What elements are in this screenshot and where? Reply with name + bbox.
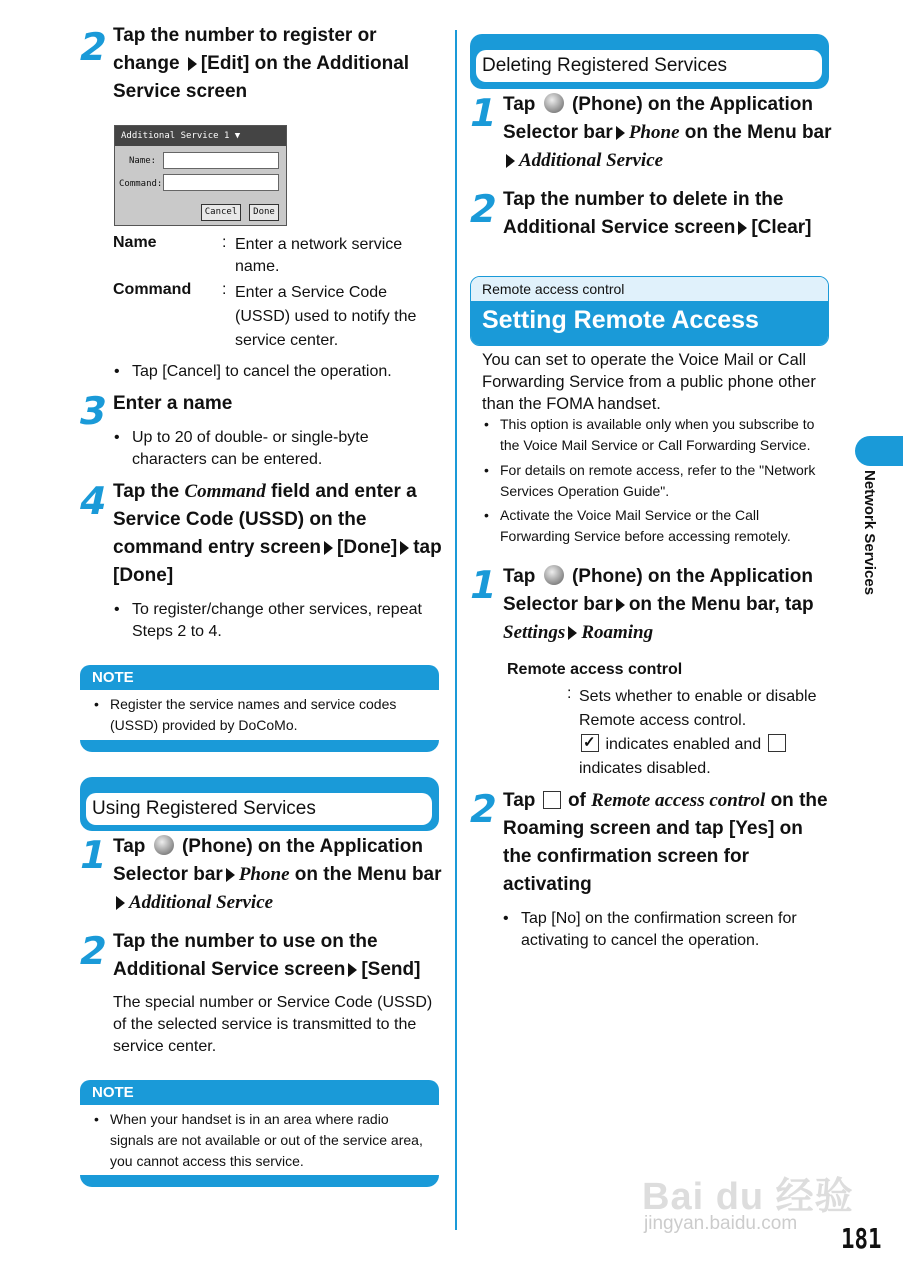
arrow-icon — [116, 896, 125, 910]
page-number: 181 — [841, 1222, 882, 1255]
checked-checkbox-icon: ✓ — [581, 734, 599, 752]
arrow-icon — [324, 541, 333, 555]
section-title: Deleting Registered Services — [482, 55, 728, 76]
cancel-button: Cancel — [201, 204, 241, 221]
def-term: Name — [113, 234, 157, 251]
name-field — [163, 152, 279, 169]
step-number: 2 — [465, 787, 502, 831]
watermark-logo: Bai du 经验 — [642, 1176, 854, 1218]
arrow-icon — [400, 541, 409, 555]
step-text: Tap the number to use on the Additional Service screen [Send] — [113, 931, 421, 980]
def-term: Command — [113, 281, 192, 298]
phone-icon — [544, 565, 564, 585]
arrow-icon — [568, 626, 577, 640]
def-desc: Enter a Service Code (USSD) used to notify the service center. — [235, 284, 417, 349]
step-text: Tap (Phone) on the Application Selector bar Phone on the Menu barAdditional Service — [113, 836, 442, 913]
step-number: 1 — [75, 833, 112, 877]
screen-title-bar: Additional Service 1 ▼ — [115, 126, 286, 146]
step-text: Enter a name — [113, 393, 233, 414]
section-banner — [470, 276, 829, 346]
phone-icon — [544, 93, 564, 113]
note-body: • When your handset is in an area where radio signals are not available or out of the service area, you cannot access this service. — [80, 1105, 439, 1173]
unchecked-checkbox-icon — [768, 734, 786, 752]
note-body: • Register the service names and service codes (USSD) provided by DoCoMo. — [80, 690, 439, 738]
step-text: Tap the number to register or change [Edit] on the Additional Service screen — [113, 25, 410, 102]
def-sep: : — [222, 281, 227, 298]
column-divider — [455, 30, 457, 1230]
bullet-item: • To register/change other services, repeat Steps 2 to 4. — [132, 599, 442, 643]
side-tab-marker — [855, 436, 903, 466]
intro-text: You can set to operate the Voice Mail or Call Forwarding Service from a public phone other than the FOMA handset. — [482, 351, 816, 413]
command-label: Command: — [119, 179, 163, 189]
section-subtitle: Remote access control — [482, 281, 625, 297]
step-number: 1 — [465, 563, 502, 607]
def-sep: : — [222, 234, 227, 251]
arrow-icon — [616, 598, 625, 612]
command-field — [163, 174, 279, 191]
bullet-item: • Tap [Cancel] to cancel the operation. — [132, 361, 442, 383]
done-button: Done — [249, 204, 279, 221]
note-header: NOTE — [80, 1080, 439, 1105]
section-title: Setting Remote Access — [482, 306, 759, 334]
step-number: 2 — [75, 929, 112, 973]
section-title: Using Registered Services — [92, 798, 316, 819]
bullet-item: • For details on remote access, refer to the "Network Services Operation Guide". — [500, 460, 820, 502]
step-text: Tap of Remote access control on the Roaming screen and tap [Yes] on the confirmation screen for activating — [503, 790, 828, 895]
note-footer — [80, 1175, 439, 1187]
arrow-icon — [188, 57, 197, 71]
phone-icon — [154, 835, 174, 855]
arrow-icon — [738, 221, 747, 235]
def-sep: : — [567, 685, 572, 702]
step-text: Tap (Phone) on the Application Selector bar on the Menu bar, tap Settings Roaming — [503, 566, 814, 643]
bullet-item: • Tap [No] on the confirmation screen for activating to cancel the operation. — [521, 908, 831, 952]
def-term: Remote access control — [507, 661, 683, 678]
step-text: Tap the number to delete in the Additional Service screen [Clear] — [503, 189, 812, 238]
section-header — [80, 777, 439, 831]
step-number: 2 — [465, 187, 502, 231]
watermark-url: jingyan.baidu.com — [644, 1213, 798, 1234]
step-number: 2 — [75, 25, 112, 69]
additional-service-screenshot — [114, 125, 287, 226]
arrow-icon — [616, 126, 625, 140]
note-header: NOTE — [80, 665, 439, 690]
body-text: The special number or Service Code (USSD) of the selected service is transmitted to the service center. — [113, 994, 433, 1055]
def-desc: Enter a network service name. — [235, 236, 403, 275]
note-footer — [80, 740, 439, 752]
dropdown-icon: ▼ — [234, 131, 241, 141]
side-tab — [858, 470, 880, 620]
bullet-item: • This option is available only when you subscribe to the Voice Mail Service or Call Forwarding Service. — [500, 414, 835, 456]
arrow-icon — [348, 963, 357, 977]
arrow-icon — [506, 154, 515, 168]
step-text: Tap the Command field and enter a Service Code (USSD) on the command entry screen [Done] tap [Done] — [113, 481, 442, 586]
step-number: 4 — [75, 479, 112, 523]
checkbox-icon — [543, 791, 561, 809]
name-label: Name: — [129, 156, 157, 166]
bullet-item: • Activate the Voice Mail Service or the Call Forwarding Service before accessing remotely. — [500, 505, 820, 547]
section-header — [470, 34, 829, 89]
def-desc: Sets whether to enable or disable Remote access control. ✓ indicates enabled and indicates disabled. — [579, 688, 817, 777]
step-text: Tap (Phone) on the Application Selector bar Phone on the Menu barAdditional Service — [503, 94, 832, 171]
arrow-icon — [226, 868, 235, 882]
bullet-item: • Up to 20 of double- or single-byte characters can be entered. — [132, 427, 432, 471]
side-tab-label: Network Services — [861, 470, 878, 596]
step-number: 1 — [465, 91, 502, 135]
step-number: 3 — [75, 389, 112, 433]
